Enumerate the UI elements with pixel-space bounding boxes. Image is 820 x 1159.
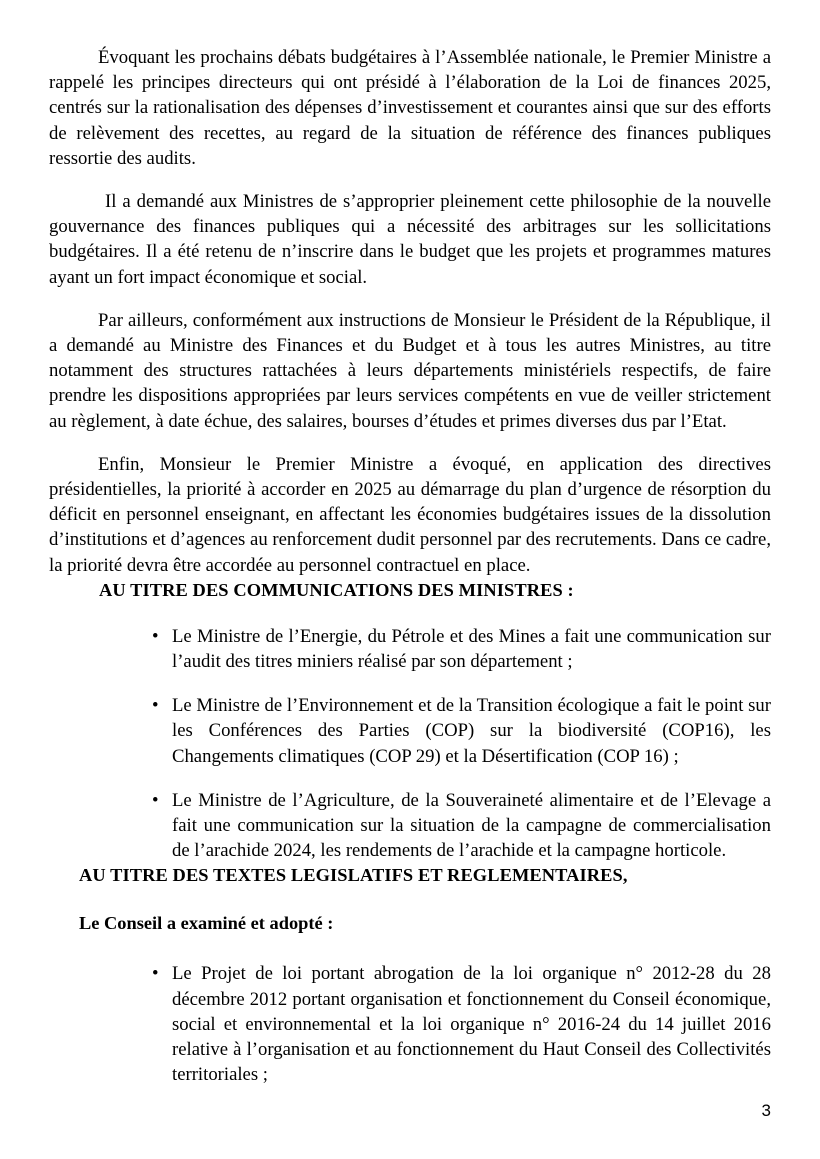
communications-bullet-list (49, 624, 771, 864)
list-item (49, 961, 771, 1087)
paragraph-2: Il a demandé aux Ministres de s’approprier pleinement cette philosophie de la nouvelle gouvernance des finances publiques qui a nécessité des arbitrages sur les sollicitations budgétaires. Il a été retenu de n’inscrire dans le budget que les projets et programmes matures ayant un fort impact économique et social. (49, 191, 771, 288)
section-heading-communications: AU TITRE DES COMMUNICATIONS DES MINISTRES : (99, 579, 574, 600)
textes-bullet-list (49, 961, 771, 1087)
paragraph-1: Évoquant les prochains débats budgétaires à l’Assemblée nationale, le Premier Ministre a rappelé les principes directeurs qui ont présidé à l’élaboration de la Loi de finances 2025, centrés sur la rationalisation des dépenses d’investissement et courantes ainsi que sur des efforts de relèvement des recettes, au regard de la situation de référence des finances publiques ressortie des audits. (49, 47, 771, 169)
list-item (49, 624, 771, 674)
section-heading-textes-legislatifs: AU TITRE DES TEXTES LEGISLATIFS ET REGLEMENTAIRES, (79, 865, 628, 886)
bullet-icon: • (152, 695, 159, 717)
list-item-text: Le Ministre de l’Energie, du Pétrole et des Mines a fait une communication sur l’audit des titres miniers réalisé par son département ; (172, 625, 771, 673)
sub-heading-conseil-examine: Le Conseil a examiné et adopté : (79, 913, 334, 934)
list-item (49, 788, 771, 864)
list-item-text: Le Ministre de l’Environnement et de la Transition écologique a fait le point sur les Conférences des Parties (COP) sur la biodiversité (COP16), les Changements climatiques (COP 29) et la Désertification (COP 16) ; (172, 695, 771, 767)
list-item-text: Le Ministre de l’Agriculture, de la Souveraineté alimentaire et de l’Elevage a fait une communication sur la situation de la campagne de commercialisation de l’arachide 2024, les rendements de l’arachide et la campagne horticole. (172, 789, 771, 862)
list-item (49, 693, 771, 769)
paragraph-4: Enfin, Monsieur le Premier Ministre a évoqué, en application des directives présidentielles, la priorité à accorder en 2025 au démarrage du plan d’urgence de résorption du déficit en personnel enseignant, en affectant les économies budgétaires issues de la dissolution d’institutions et d’agences au renforcement dudit personnel par des recrutements. Dans ce cadre, la priorité devra être accordée au personnel contractuel en place. (49, 453, 771, 576)
document-body (49, 45, 771, 1088)
paragraph-3: Par ailleurs, conformément aux instructions de Monsieur le Président de la République, il a demandé au Ministre des Finances et du Budget et à tous les autres Ministres, au titre notamment des structures rattachées à leurs départements ministériels respectifs, de faire prendre les dispositions appropriées par leurs services compétents en vue de veiller strictement au règlement, à date échue, des salaires, bourses d’études et primes diverses dus par l’Etat. (49, 309, 771, 432)
page-number: 3 (761, 1101, 771, 1120)
bullet-icon: • (152, 789, 159, 811)
bullet-icon: • (152, 625, 159, 647)
bullet-icon: • (152, 963, 159, 985)
list-item-text: Le Projet de loi portant abrogation de la loi organique n° 2012-28 du 28 décembre 2012 portant organisation et fonctionnement du Conseil économique, social et environnemental et la loi organique n° 2016-24 du 14 juillet 2016 relative à l’organisation et au fonctionnement du Haut Conseil des Collectivités territoriales ; (172, 963, 771, 1086)
